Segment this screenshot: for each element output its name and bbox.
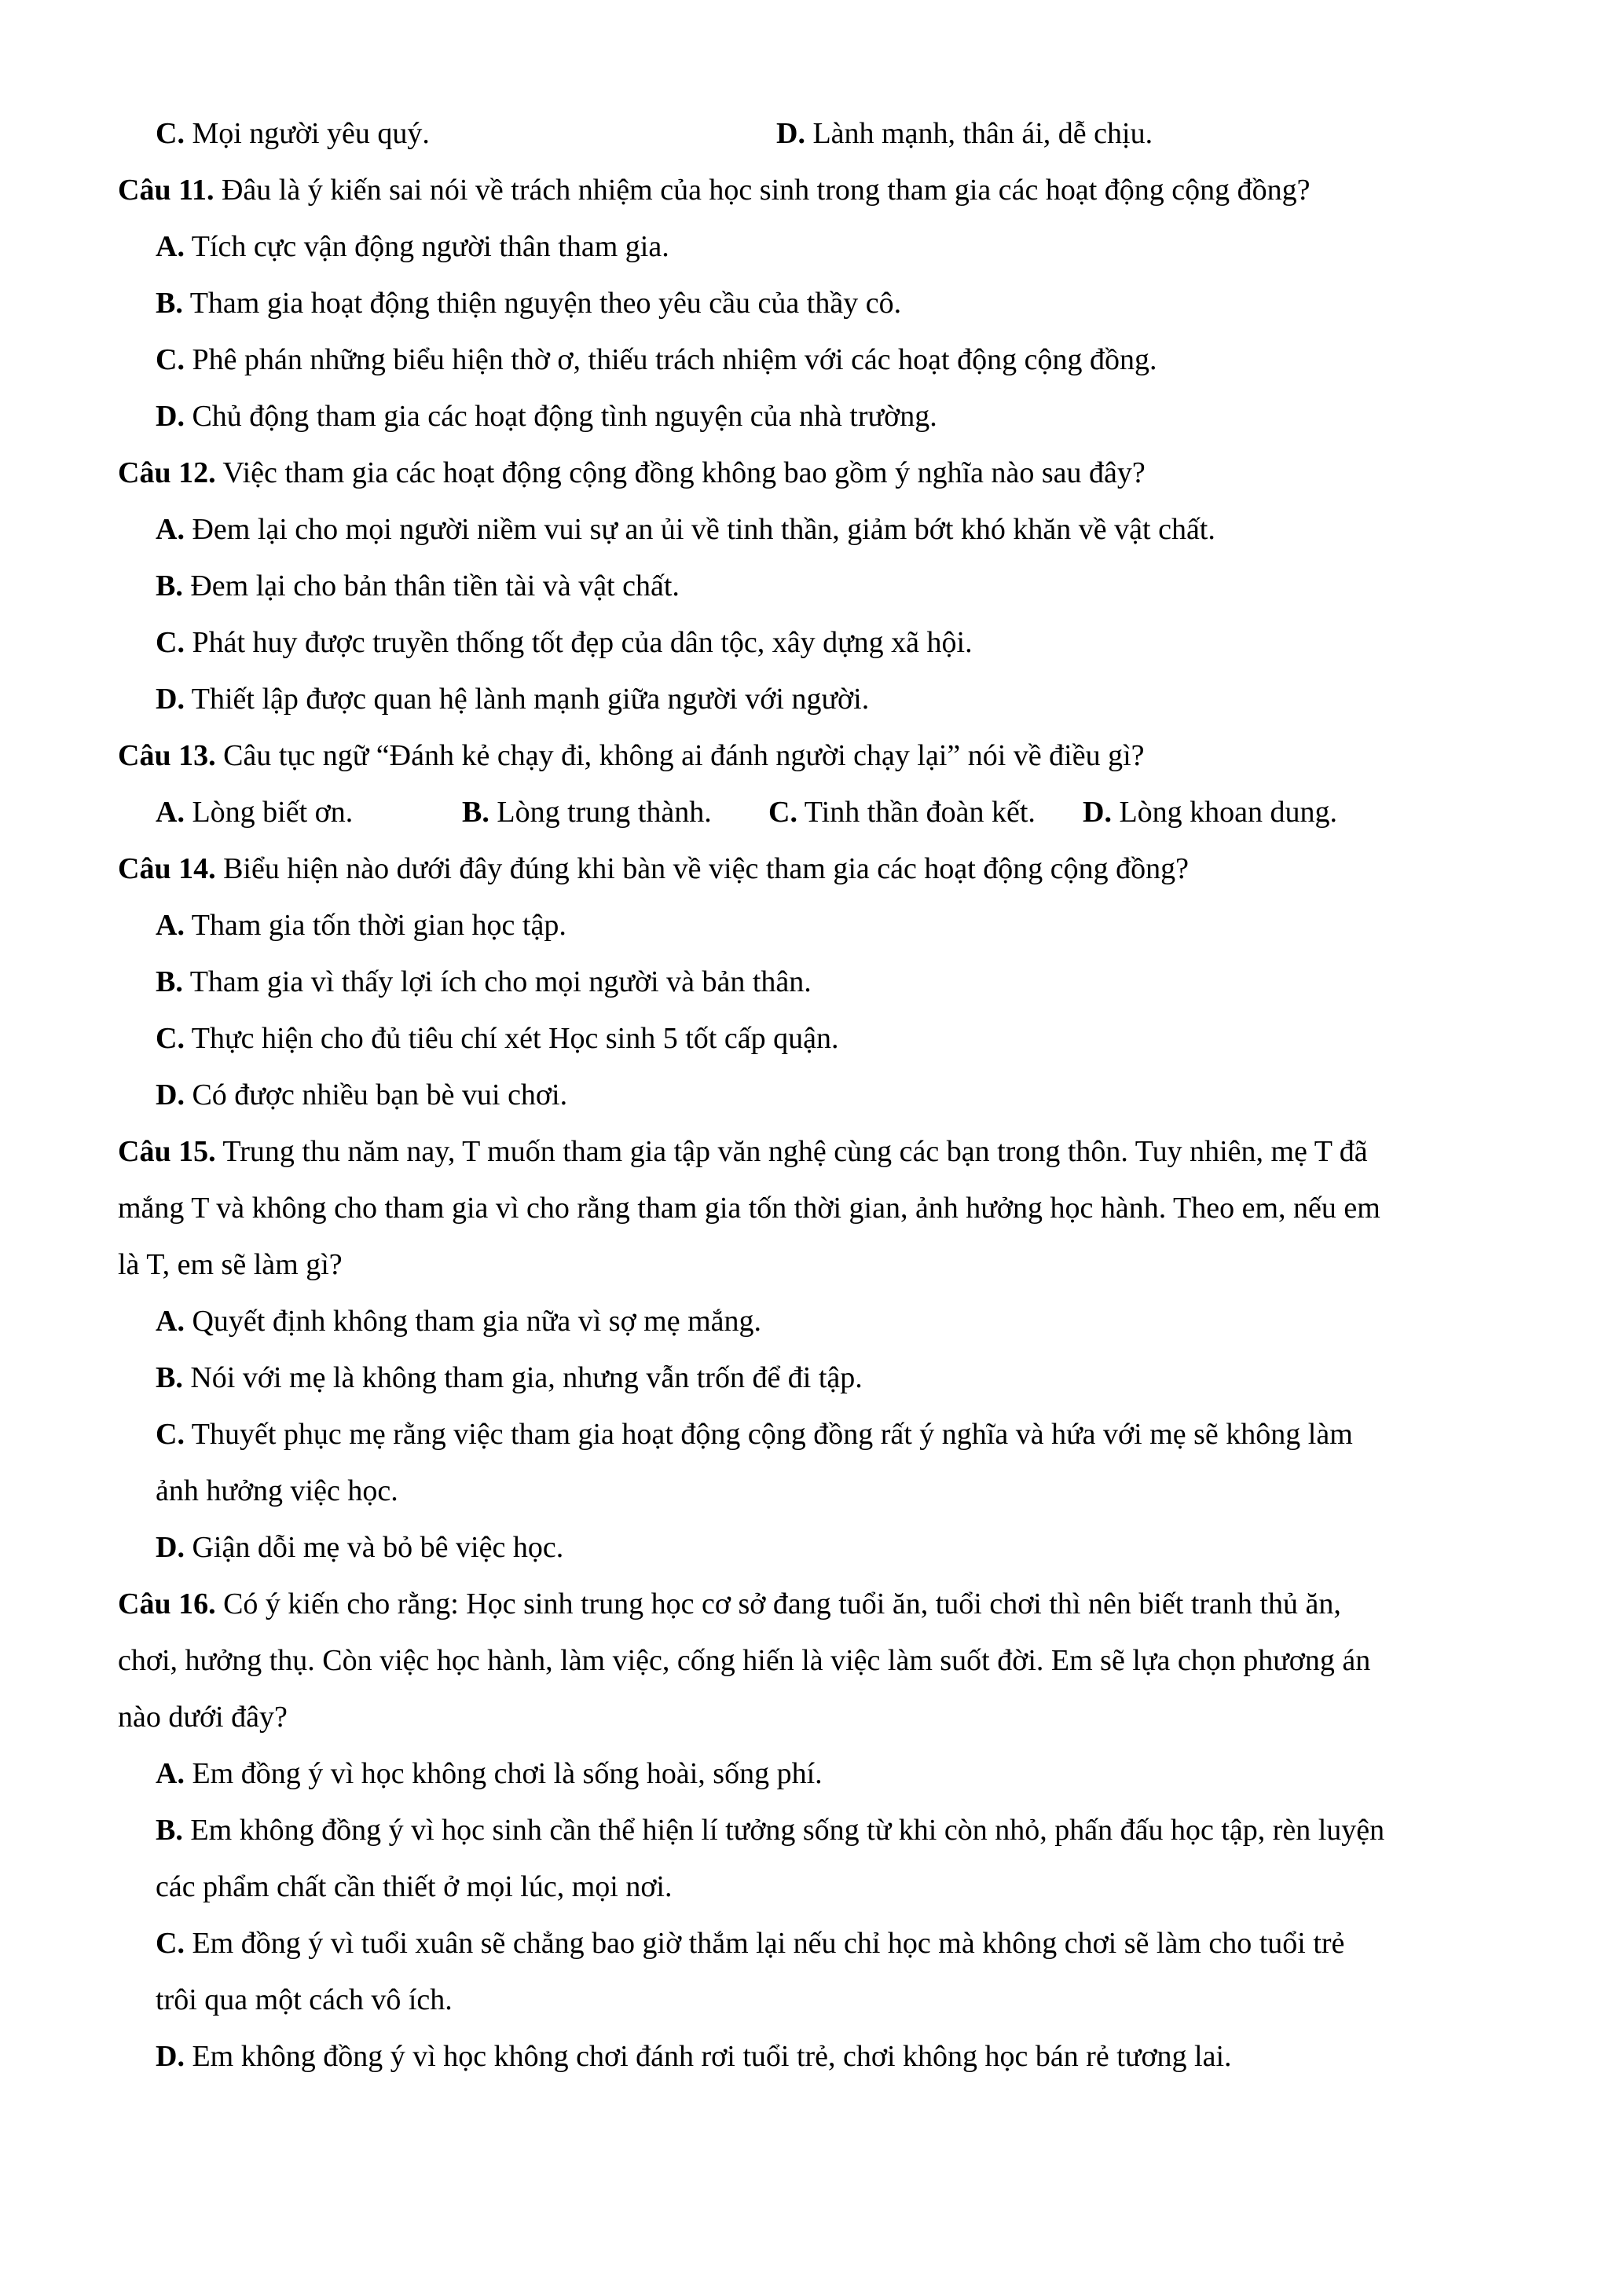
option-label: D. [156, 683, 185, 716]
option-row [156, 614, 1554, 671]
option-row [156, 218, 1554, 275]
option-text: Thiết lập được quan hệ lành mạnh giữa người với người. [191, 683, 870, 716]
option-text: Lòng khoan dung. [1119, 796, 1338, 829]
question-text-line: chơi, hưởng thụ. Còn việc học hành, làm việc, cống hiến là việc làm suốt đời. Em sẽ lựa chọn phương án [118, 1644, 1371, 1677]
option-text: Quyết định không tham gia nữa vì sợ mẹ mắng. [192, 1305, 762, 1338]
question-14 [118, 840, 1516, 897]
option-text-continuation [156, 1463, 1554, 1519]
option-row [156, 2028, 1554, 2085]
option-text: Nói với mẹ là không tham gia, nhưng vẫn trốn để đi tập. [190, 1361, 863, 1394]
option-label: D. [156, 1078, 185, 1111]
option-c [768, 784, 1036, 840]
option-row [156, 105, 1554, 162]
option-label: B. [156, 1361, 183, 1394]
option-label: A. [156, 1757, 185, 1790]
option-text: Lành mạnh, thân ái, dễ chịu. [812, 117, 1153, 150]
option-label: C. [156, 1927, 185, 1960]
option-text: ảnh hưởng việc học. [156, 1474, 398, 1507]
option-row [156, 501, 1554, 558]
option-text: Tham gia hoạt động thiện nguyện theo yêu cầu của thầy cô. [189, 287, 902, 320]
option-text: Em không đồng ý vì học không chơi đánh rơi tuổi trẻ, chơi không học bán rẻ tương lai. [192, 2040, 1232, 2073]
option-row [156, 1010, 1554, 1067]
option-row [156, 558, 1554, 614]
question-12 [118, 445, 1516, 501]
question-number: Câu 16. [118, 1587, 216, 1620]
question-number: Câu 12. [118, 456, 216, 489]
option-label: A. [156, 796, 185, 829]
option-text: Em đồng ý vì tuổi xuân sẽ chẳng bao giờ thắm lại nếu chỉ học mà không chơi sẽ làm cho tuổi trẻ [192, 1927, 1345, 1960]
question-text-continuation [118, 1236, 1516, 1293]
option-label: B. [156, 965, 183, 998]
option-text: Chủ động tham gia các hoạt động tình nguyện của nhà trường. [192, 400, 937, 433]
option-label: A. [156, 513, 185, 546]
option-text: Em không đồng ý vì học sinh cần thể hiện lí tưởng sống từ khi còn nhỏ, phấn đấu học tập, rèn luyện [190, 1814, 1385, 1847]
option-label: D. [1083, 796, 1112, 829]
question-number: Câu 13. [118, 739, 216, 772]
question-text: Việc tham gia các hoạt động cộng đồng không bao gồm ý nghĩa nào sau đây? [222, 456, 1146, 489]
question-text-line: Trung thu năm nay, T muốn tham gia tập văn nghệ cùng các bạn trong thôn. Tuy nhiên, mẹ T đã [222, 1135, 1368, 1168]
option-text: Tích cực vận động người thân tham gia. [191, 230, 669, 263]
option-d [1083, 784, 1337, 840]
option-row [156, 331, 1554, 388]
option-text: trôi qua một cách vô ích. [156, 1983, 453, 2016]
option-label: B. [156, 1814, 183, 1847]
option-text: Đem lại cho bản thân tiền tài và vật chất. [190, 569, 680, 602]
question-text: Câu tục ngữ “Đánh kẻ chạy đi, không ai đánh người chạy lại” nói về điều gì? [223, 739, 1145, 772]
option-label: A. [156, 1305, 185, 1338]
option-text: Mọi người yêu quý. [192, 117, 430, 150]
option-text: Phát huy được truyền thống tốt đẹp của dân tộc, xây dựng xã hội. [192, 626, 973, 659]
option-label: A. [156, 230, 185, 263]
option-text: Thuyết phục mẹ rằng việc tham gia hoạt động cộng đồng rất ý nghĩa và hứa với mẹ sẽ không làm [191, 1418, 1353, 1451]
option-text: Thực hiện cho đủ tiêu chí xét Học sinh 5 tốt cấp quận. [191, 1022, 839, 1055]
option-text: Lòng trung thành. [497, 796, 712, 829]
option-label: D. [156, 400, 185, 433]
option-row [156, 1349, 1554, 1406]
question-number: Câu 15. [118, 1135, 216, 1168]
option-row [156, 671, 1554, 727]
option-row [156, 1915, 1554, 1972]
question-text-continuation [118, 1632, 1516, 1689]
option-text: Lòng biết ơn. [192, 796, 354, 829]
question-text-line: là T, em sẽ làm gì? [118, 1248, 343, 1281]
option-row [156, 954, 1554, 1010]
option-text-continuation [156, 1858, 1554, 1915]
option-text: Phê phán những biểu hiện thờ ơ, thiếu trách nhiệm với các hoạt động cộng đồng. [192, 343, 1157, 376]
question-text: Biểu hiện nào dưới đây đúng khi bàn về việc tham gia các hoạt động cộng đồng? [223, 852, 1189, 885]
option-row [156, 388, 1554, 445]
option-label: C. [156, 1418, 185, 1451]
options-inline-row [156, 784, 1554, 840]
question-13 [118, 727, 1516, 784]
option-row [156, 1745, 1554, 1802]
option-label: C. [768, 796, 797, 829]
option-text: Giận dỗi mẹ và bỏ bê việc học. [192, 1531, 564, 1564]
question-text-line: nào dưới đây? [118, 1701, 288, 1734]
question-16 [118, 1576, 1516, 1632]
option-label: D. [156, 2040, 185, 2073]
option-text: Đem lại cho mọi người niềm vui sự an ủi về tinh thần, giảm bớt khó khăn về vật chất. [192, 513, 1215, 546]
option-label: A. [156, 909, 185, 942]
option-row [156, 897, 1554, 954]
option-text: Tham gia tốn thời gian học tập. [191, 909, 566, 942]
option-label: B. [156, 287, 183, 320]
option-text: Em đồng ý vì học không chơi là sống hoài, sống phí. [192, 1757, 823, 1790]
option-d-wrap [776, 105, 1153, 162]
option-text: Có được nhiều bạn bè vui chơi. [192, 1078, 568, 1111]
option-row [156, 1802, 1554, 1858]
option-text: Tinh thần đoàn kết. [804, 796, 1036, 829]
question-11 [118, 162, 1516, 218]
question-15 [118, 1123, 1516, 1180]
option-row [156, 1067, 1554, 1123]
option-label: D. [156, 1531, 185, 1564]
option-label: C. [156, 343, 185, 376]
question-number: Câu 14. [118, 852, 216, 885]
option-text: Tham gia vì thấy lợi ích cho mọi người và bản thân. [189, 965, 812, 998]
question-text-line: Có ý kiến cho rằng: Học sinh trung học cơ sở đang tuổi ăn, tuổi chơi thì nên biết tranh thủ ăn, [223, 1587, 1341, 1620]
option-row [156, 1519, 1554, 1576]
option-label: C. [156, 626, 185, 659]
option-text: các phẩm chất cần thiết ở mọi lúc, mọi nơi. [156, 1870, 673, 1903]
question-text-continuation [118, 1180, 1516, 1236]
question-number: Câu 11. [118, 174, 214, 207]
option-label: C. [156, 1022, 185, 1055]
option-row [156, 275, 1554, 331]
option-row [156, 1293, 1554, 1349]
option-a [156, 784, 353, 840]
question-text-continuation [118, 1689, 1516, 1745]
question-text-line: mắng T và không cho tham gia vì cho rằng tham gia tốn thời gian, ảnh hưởng học hành. Theo em, nếu em [118, 1192, 1380, 1225]
option-text-continuation [156, 1972, 1554, 2028]
option-label: B. [462, 796, 489, 829]
option-label: D. [776, 117, 805, 150]
option-row [156, 1406, 1554, 1463]
question-text: Đâu là ý kiến sai nói về trách nhiệm của học sinh trong tham gia các hoạt động cộng đồng? [221, 174, 1311, 207]
option-label: B. [156, 569, 183, 602]
option-label: C. [156, 117, 185, 150]
option-b [462, 784, 712, 840]
